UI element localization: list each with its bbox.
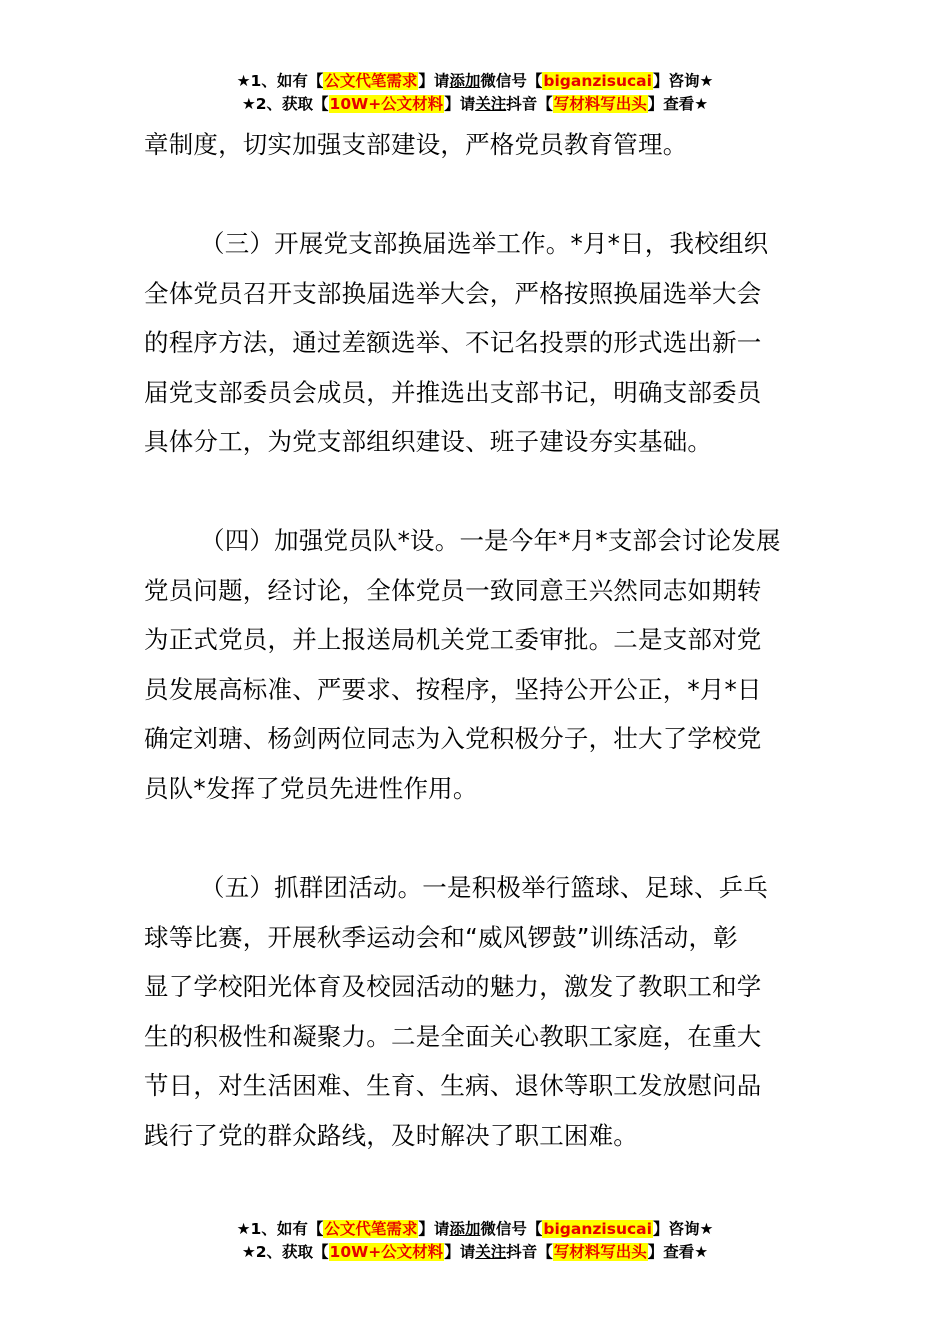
- banner-highlight: 10W+公文材料: [329, 1243, 444, 1261]
- banner-highlight: 公文代笔需求: [324, 1220, 418, 1238]
- paragraph-line: 章制度，切实加强支部建设，严格党员教育管理。: [144, 130, 688, 159]
- banner-highlight: 写材料写出头: [553, 95, 647, 113]
- banner-text: 】请: [444, 1243, 476, 1261]
- paragraph-line: 员发展高标准、严要求、按程序，坚持公开公正，*月*日: [144, 674, 762, 704]
- paragraph-2: [144, 219, 808, 516]
- banner-text: 】查看★: [647, 1243, 709, 1261]
- banner-text: ★1、如有【: [236, 1220, 324, 1238]
- paragraph-line: 具体分工，为党支部组织建设、班子建设夯实基础。: [144, 427, 713, 456]
- paragraph-line: 节日，对生活困难、生育、生病、退休等职工发放慰问品: [144, 1071, 762, 1100]
- document-body: [144, 120, 808, 1160]
- banner-highlight: 10W+公文材料: [329, 95, 444, 113]
- banner-text: 】咨询★: [652, 1220, 714, 1238]
- banner-line-2: [0, 93, 950, 116]
- paragraph-4: [144, 863, 808, 1160]
- banner-text: 抖音【: [506, 1243, 553, 1261]
- banner-underlined-text: 添加: [449, 1220, 481, 1238]
- banner-line-1: [0, 1218, 950, 1241]
- paragraph-line: 员队*发挥了党员先进性作用。: [144, 773, 478, 803]
- banner-highlight: 公文代笔需求: [324, 72, 418, 90]
- footer-banner: [0, 1218, 950, 1264]
- banner-text: 】咨询★: [652, 72, 714, 90]
- paragraph-3: [144, 516, 808, 863]
- banner-text: 微信号【: [480, 72, 543, 90]
- banner-text: 】请: [418, 72, 450, 90]
- paragraph-line: 党员问题，经讨论，全体党员一致同意王兴然同志如期转: [144, 575, 762, 605]
- banner-underlined-text: 关注: [475, 95, 507, 113]
- paragraph-line: （四）加强党员队*设。一是今年*月*支部会讨论发展: [200, 526, 781, 555]
- banner-text: 】查看★: [647, 95, 709, 113]
- paragraph-line: （三）开展党支部换届选举工作。*月*日，我校组织: [200, 229, 769, 258]
- banner-line-2: [0, 1241, 950, 1264]
- paragraph-line: 届党支部委员会成员，并推选出支部书记，明确支部委员: [144, 377, 762, 407]
- banner-highlight: biganzisucai: [543, 1220, 652, 1238]
- paragraph-line: 的程序方法，通过差额选举、不记名投票的形式选出新一: [144, 328, 762, 357]
- banner-text: 】请: [418, 1220, 450, 1238]
- header-banner: [0, 70, 950, 116]
- banner-text: ★1、如有【: [236, 72, 324, 90]
- paragraph-line: 显了学校阳光体育及校园活动的魅力，激发了教职工和学: [144, 972, 762, 1001]
- paragraph-line: 为正式党员，并上报送局机关党工委审批。二是支部对党: [144, 625, 762, 654]
- banner-text: 】请: [444, 95, 476, 113]
- paragraph-line: 生的积极性和凝聚力。二是全面关心教职工家庭，在重大: [144, 1021, 762, 1051]
- paragraph-line: 践行了党的群众路线，及时解决了职工困难。: [144, 1120, 638, 1150]
- paragraph-line: 全体党员召开支部换届选举大会，严格按照换届选举大会: [144, 278, 762, 308]
- paragraph-line: 球等比赛，开展秋季运动会和“威风锣鼓”训练活动，彰: [144, 922, 738, 952]
- banner-highlight: 写材料写出头: [553, 1243, 647, 1261]
- paragraph-1: [144, 120, 808, 219]
- banner-text: 抖音【: [506, 95, 553, 113]
- banner-text: ★2、获取【: [241, 95, 329, 113]
- paragraph-line: （五）抓群团活动。一是积极举行篮球、足球、乒乓: [200, 873, 769, 902]
- banner-text: 微信号【: [480, 1220, 543, 1238]
- banner-underlined-text: 关注: [475, 1243, 507, 1261]
- paragraph-line: 确定刘瑭、杨剑两位同志为入党积极分子，壮大了学校党: [144, 724, 762, 753]
- banner-underlined-text: 添加: [449, 72, 481, 90]
- banner-highlight: biganzisucai: [543, 72, 652, 90]
- banner-line-1: [0, 70, 950, 93]
- banner-text: ★2、获取【: [241, 1243, 329, 1261]
